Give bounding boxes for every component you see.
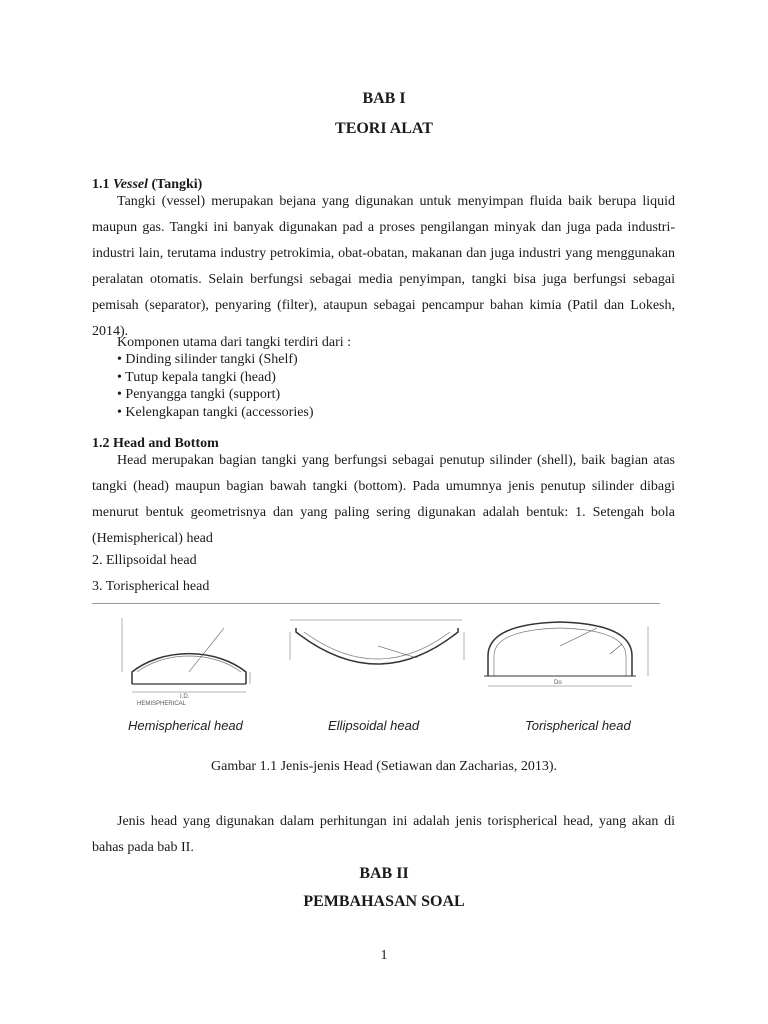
figure-caption: Gambar 1.1 Jenis-jenis Head (Setiawan dan Zacharias, 2013). bbox=[211, 759, 557, 774]
chapter-title: BAB I bbox=[362, 90, 406, 107]
hemispherical-label: Hemispherical head bbox=[128, 718, 243, 733]
closing-paragraph: Jenis head yang digunakan dalam perhitungan ini adalah jenis torispherical head, yang akan di bahas pada bab II. bbox=[92, 814, 675, 855]
figure-top-rule bbox=[92, 603, 660, 604]
chapter-2-subtitle: PEMBAHASAN SOAL bbox=[303, 893, 465, 910]
torispherical-label: Torispherical head bbox=[525, 718, 631, 733]
section-title-rest: (Tangki) bbox=[151, 177, 203, 192]
hemispherical-head-drawing bbox=[122, 618, 250, 706]
components-list bbox=[117, 351, 314, 421]
chapter-2-title: BAB II bbox=[359, 865, 409, 882]
torsi-dimension-label: Do bbox=[554, 680, 562, 686]
torispherical-head-drawing bbox=[484, 622, 648, 686]
list-item: • Penyangga tangki (support) bbox=[117, 387, 281, 402]
ellipsoidal-label: Ellipsoidal head bbox=[328, 718, 420, 733]
components-intro: Komponen utama dari tangki terdiri dari : bbox=[117, 335, 352, 350]
head-paragraph: Head merupakan bagian tangki yang berfungsi sebagai penutup silinder (shell), baik bagian atas tangki (head) maupun bagian bawah tangki (bottom). Pada umumnya jenis penutup silinder dibagi menurut bentuk geometrisnya dan yang paling sering digunakan adalah bentuk: 1. Setengah bola (Hemispherical) head bbox=[92, 453, 675, 546]
list-item: • Tutup kepala tangki (head) bbox=[117, 369, 276, 385]
section-title-italic: Vessel bbox=[113, 177, 148, 192]
vessel-paragraph: Tangki (vessel) merupakan bejana yang digunakan untuk menyimpan fluida baik berupa liquid maupun gas. Tangki ini banyak digunakan pad a proses pengilangan minyak dan juga pada industri-industri lain, terutama industry petrokimia, obat-obatan, makanan dan juga industri yang menggunakan peralatan otomatis. Selain berfungsi sebagai media penyimpan, tangki bisa juga berfungsi sebagai pemisah (separator), penyaring (filter), ataupun sebagai pencampur bahan kimia (Patil dan Lokesh, 2014). bbox=[92, 194, 675, 339]
chapter-subtitle: TEORI ALAT bbox=[335, 120, 433, 137]
hemi-sublabel: HEMISPHERICAL bbox=[137, 701, 187, 706]
head-type-2: 2. Ellipsoidal head bbox=[92, 553, 197, 568]
head-type-3: 3. Torispherical head bbox=[92, 579, 210, 594]
section-number: 1.1 bbox=[92, 177, 110, 192]
page-number: 1 bbox=[380, 948, 388, 963]
section-heading-1-2: 1.2 Head and Bottom bbox=[92, 436, 219, 451]
ellipsoidal-head-drawing bbox=[290, 620, 464, 664]
list-item: • Kelengkapan tangki (accessories) bbox=[117, 404, 314, 420]
hemi-dimension-label: I.D. bbox=[180, 694, 190, 700]
head-types-diagram bbox=[92, 606, 662, 706]
list-item: • Dinding silinder tangki (Shelf) bbox=[117, 352, 298, 367]
